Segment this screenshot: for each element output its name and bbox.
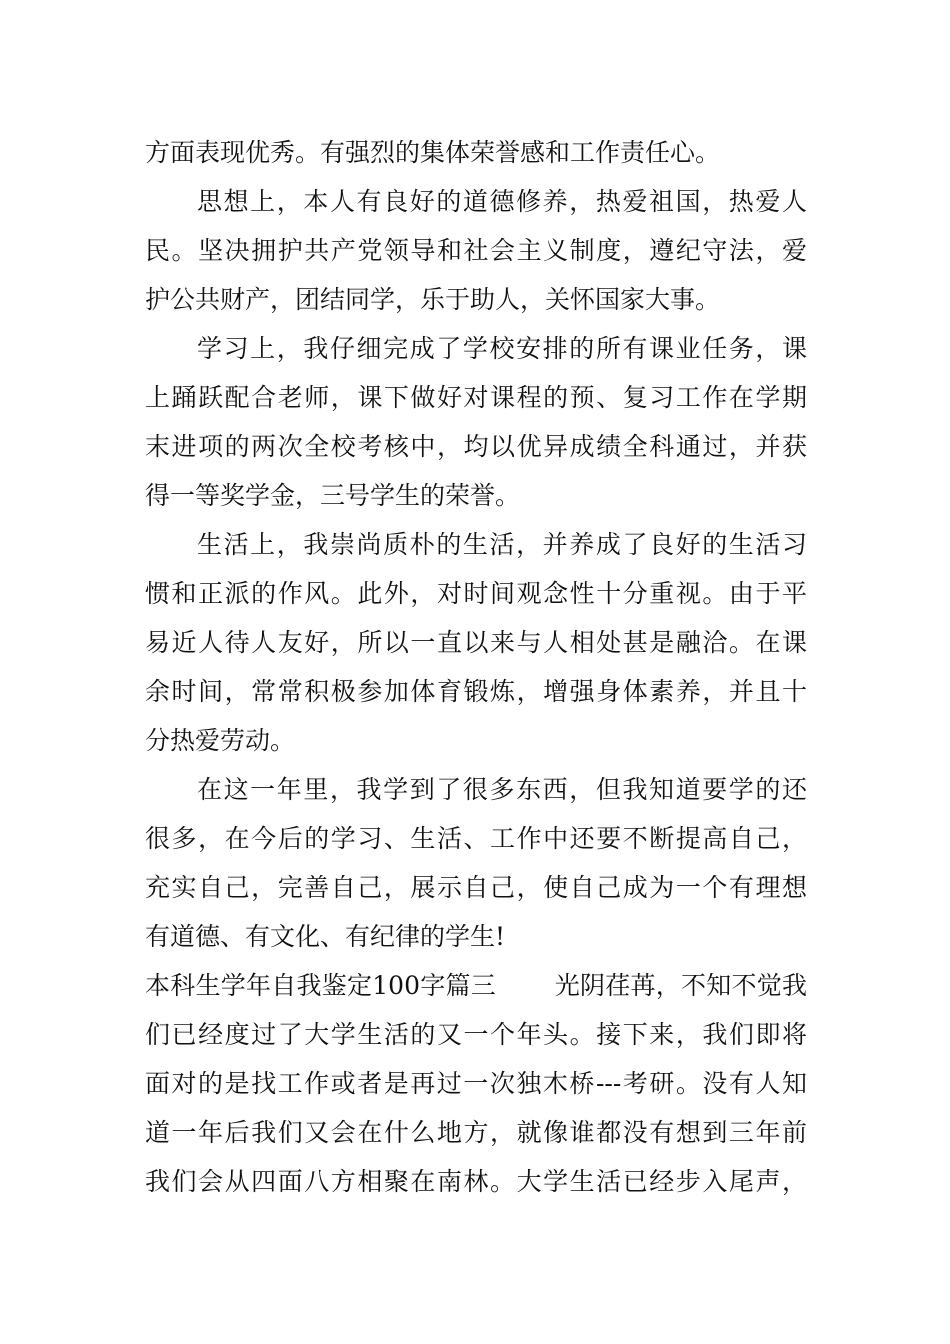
text-line: 充实自己，完善自己，展示自己，使自己成为一个有理想 [145, 873, 807, 902]
text-line: 末进项的两次全校考核中，均以优异成绩全科通过，并获 [145, 432, 807, 461]
text-line: 得一等奖学金，三号学生的荣誉。 [145, 481, 521, 510]
text-line: 上踊跃配合老师，课下做好对课程的预、复习工作在学期 [145, 383, 807, 412]
text-line: 面对的是找工作或者是再过一次独木桥---考研。没有人知 [145, 1069, 807, 1098]
text-line: 们已经度过了大学生活的又一个年头。接下来，我们即将 [145, 1020, 807, 1049]
text-line: 道一年后我们又会在什么地方，就像谁都没有想到三年前 [145, 1118, 807, 1147]
document-body [145, 128, 807, 1206]
text-line: 学习上，我仔细完成了学校安排的所有课业任务，课 [197, 334, 807, 363]
text-line: 民。坚决拥护共产党领导和社会主义制度，遵纪守法，爱 [145, 236, 807, 265]
paragraph-summary [145, 765, 807, 961]
text-line: 在这一年里，我学到了很多东西，但我知道要学的还 [197, 775, 807, 804]
text-line: 余时间，常常积极参加体育锻炼，增强身体素养，并且十 [145, 677, 807, 706]
paragraph-life [145, 520, 807, 765]
paragraph-section-three [145, 961, 807, 1206]
text-line: 方面表现优秀。有强烈的集体荣誉感和工作责任心。 [145, 138, 721, 167]
paragraph-continuation [145, 128, 807, 177]
text-line: 思想上，本人有良好的道德修养，热爱祖国，热爱人 [197, 187, 807, 216]
paragraph-thought [145, 177, 807, 324]
text-line: 很多，在今后的学习、生活、工作中还要不断提高自己， [145, 824, 807, 853]
text-line: 本科生学年自我鉴定100字篇三 光阴荏苒，不知不觉我 [145, 971, 807, 1000]
text-line: 分热爱劳动。 [145, 726, 296, 755]
text-line: 易近人待人友好，所以一直以来与人相处甚是融洽。在课 [145, 628, 807, 657]
text-line: 有道德、有文化、有纪律的学生! [145, 922, 506, 951]
text-line: 我们会从四面八方相聚在南林。大学生活已经步入尾声， [145, 1167, 807, 1196]
paragraph-study [145, 324, 807, 520]
text-line: 生活上，我崇尚质朴的生活，并养成了良好的生活习 [197, 530, 807, 559]
text-line: 惯和正派的作风。此外，对时间观念性十分重视。由于平 [145, 579, 807, 608]
text-line: 护公共财产，团结同学，乐于助人，关怀国家大事。 [145, 285, 721, 314]
